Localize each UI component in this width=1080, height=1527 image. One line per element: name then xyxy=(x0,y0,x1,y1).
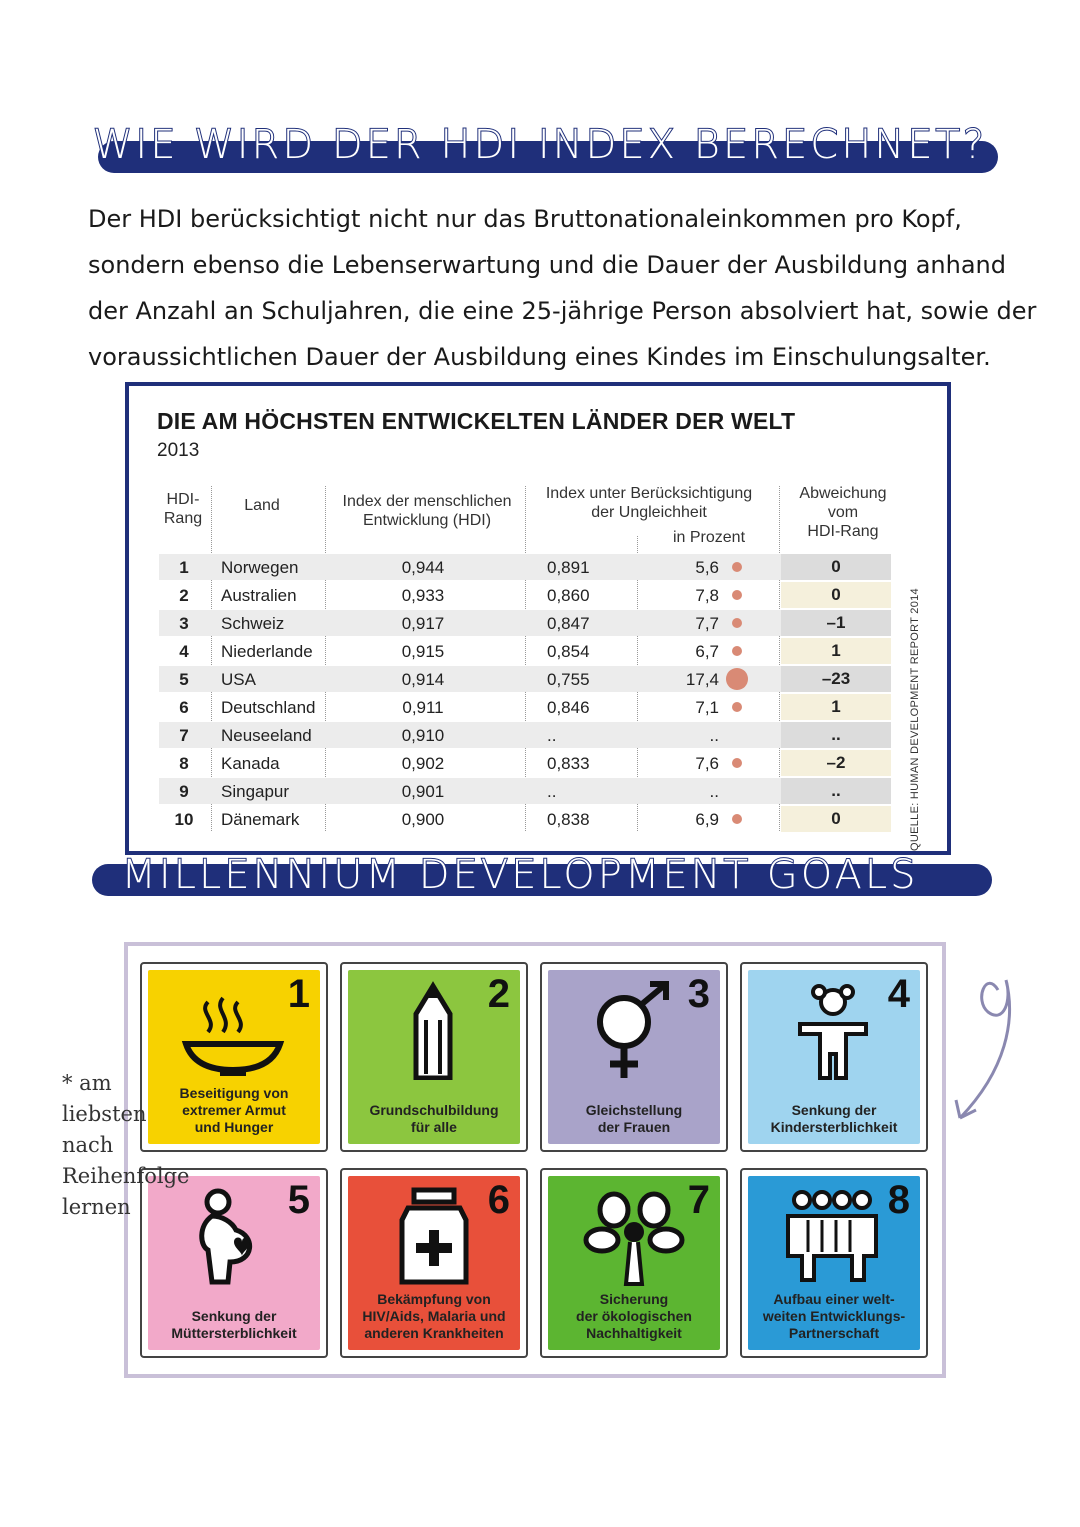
header-percent: in Prozent xyxy=(672,529,746,546)
table-row xyxy=(159,806,891,832)
cell-country: Niederlande xyxy=(221,642,313,661)
goal-number: 6 xyxy=(487,1178,510,1222)
cell-inequality-index: 0,891 xyxy=(547,558,590,577)
cell-inequality-index: 0,833 xyxy=(547,754,590,773)
table-row xyxy=(159,722,891,748)
cell-percent: 7,6 xyxy=(695,754,719,773)
goal-background xyxy=(548,970,720,1144)
goal-label: Beseitigung von extremer Armut und Hunger xyxy=(179,1085,289,1135)
table-row xyxy=(159,778,891,804)
goal-number: 4 xyxy=(887,972,910,1016)
mdg-goal-2 xyxy=(340,962,528,1152)
cell-hdi: 0,911 xyxy=(402,698,444,717)
cell-country: Schweiz xyxy=(221,614,285,633)
cell-percent: 6,7 xyxy=(695,642,719,661)
mdg-grid xyxy=(124,942,946,1378)
cell-percent: 6,9 xyxy=(695,810,719,829)
cell-percent: 5,6 xyxy=(695,558,719,577)
cell-deviation: 1 xyxy=(781,638,891,664)
hand-drawn-arrow-icon xyxy=(946,960,1026,1130)
cell-hdi: 0,917 xyxy=(401,614,445,633)
cell-inequality-index: 0,838 xyxy=(547,810,590,829)
cell-percent: .. xyxy=(709,726,719,745)
header-deviation: Abweichung vom HDI-Rang xyxy=(799,485,887,540)
header-country: Land xyxy=(244,497,280,514)
goal-number: 8 xyxy=(887,1178,910,1222)
cell-rank: 2 xyxy=(179,586,189,605)
mdg-goal-4 xyxy=(740,962,928,1152)
goal-background xyxy=(748,970,920,1144)
note-line: lernen xyxy=(62,1195,131,1219)
cell-inequality-index: 0,846 xyxy=(547,698,590,717)
cell-rank: 4 xyxy=(179,642,189,661)
table-source: QUELLE: HUMAN DEVELOPMENT REPORT 2014 xyxy=(909,588,921,851)
cell-hdi: 0,915 xyxy=(401,642,445,661)
table-row xyxy=(159,666,891,692)
inequality-dot xyxy=(732,646,742,656)
goal-label: Senkung der Müttersterblichkeit xyxy=(171,1308,297,1341)
goal-background xyxy=(348,970,520,1144)
goal-background xyxy=(348,1176,520,1350)
cell-percent: 7,7 xyxy=(695,614,719,633)
cell-hdi: 0,944 xyxy=(401,558,445,577)
cell-rank: 9 xyxy=(179,782,189,801)
inequality-dot xyxy=(732,562,742,572)
goal-label: Gleichstellung der Frauen xyxy=(585,1102,683,1135)
goal-label: Bekämpfung von HIV/Aids, Malaria und anderen Krankheiten xyxy=(362,1291,506,1341)
note-line: liebsten xyxy=(62,1102,147,1126)
child-teddy-icon xyxy=(778,980,888,1080)
table-title: DIE AM HÖCHSTEN ENTWICKELTEN LÄNDER DER WELT xyxy=(157,408,796,434)
cell-country: Dänemark xyxy=(221,810,300,829)
goal-number: 3 xyxy=(687,972,710,1016)
table-row xyxy=(159,554,891,580)
goal-number: 2 xyxy=(487,972,510,1016)
inequality-dot xyxy=(732,758,742,768)
inequality-dot xyxy=(732,590,742,600)
goal-label: Senkung der Kindersterblichkeit xyxy=(770,1102,898,1135)
cell-country: Singapur xyxy=(221,782,290,801)
pregnant-woman-icon xyxy=(178,1186,288,1286)
cell-inequality-index: 0,847 xyxy=(547,614,590,633)
pencil-icon xyxy=(378,980,488,1080)
header-inequality: Index unter Berücksichtigung der Ungleichheit xyxy=(545,485,753,521)
cell-deviation: 0 xyxy=(781,554,891,580)
cell-rank: 10 xyxy=(174,810,194,829)
cell-rank: 7 xyxy=(179,726,189,745)
mdg-goal-3 xyxy=(540,962,728,1152)
cell-rank: 1 xyxy=(179,558,189,577)
table-row xyxy=(159,582,891,608)
cell-country: Neuseeland xyxy=(221,726,312,745)
cell-country: USA xyxy=(221,670,256,689)
cell-hdi: 0,900 xyxy=(401,810,445,829)
cell-country: Kanada xyxy=(221,754,280,773)
mdg-goal-8 xyxy=(740,1168,928,1358)
note-line: * am xyxy=(62,1071,112,1095)
goal-number: 5 xyxy=(287,1178,310,1222)
bowl-icon xyxy=(178,980,288,1080)
cell-deviation: .. xyxy=(781,722,891,748)
cell-hdi: 0,933 xyxy=(401,586,445,605)
cell-country: Australien xyxy=(221,586,297,605)
mdg-goal-6 xyxy=(340,1168,528,1358)
cell-inequality-index: 0,755 xyxy=(547,670,590,689)
header-rank: HDI- Rang xyxy=(163,491,203,527)
hdi-paragraph xyxy=(88,196,1037,380)
gender-icon xyxy=(578,980,688,1080)
cell-percent: 7,1 xyxy=(695,698,719,717)
cell-deviation: 1 xyxy=(781,694,891,720)
cell-percent: 7,8 xyxy=(695,586,719,605)
inequality-dot xyxy=(732,702,742,712)
hdi-table xyxy=(125,382,951,855)
note-line: Reihenfolge xyxy=(62,1164,190,1188)
cell-deviation: –1 xyxy=(781,610,891,636)
medicine-jar-icon xyxy=(378,1186,488,1286)
cell-percent: 17,4 xyxy=(685,670,719,689)
cell-inequality-index: .. xyxy=(547,782,557,801)
table-row xyxy=(159,750,891,776)
table-year: 2013 xyxy=(157,440,200,461)
paragraph-line: der Anzahl an Schuljahren, die eine 25-jährige Person absolviert hat, sowie der xyxy=(88,297,1037,325)
goal-number: 1 xyxy=(287,972,310,1016)
cell-rank: 5 xyxy=(179,670,189,689)
cell-hdi: 0,914 xyxy=(401,670,445,689)
cell-deviation: 0 xyxy=(781,806,891,832)
learning-note xyxy=(62,1068,189,1223)
cell-hdi: 0,902 xyxy=(401,754,445,773)
cell-hdi: 0,901 xyxy=(401,782,445,801)
cell-deviation: 0 xyxy=(781,582,891,608)
goal-label: Sicherung der ökologischen Nachhaltigkeit xyxy=(576,1291,692,1341)
cell-percent: .. xyxy=(709,782,719,801)
goal-label: Aufbau einer welt- weiten Entwicklungs- Partnerschaft xyxy=(762,1291,906,1341)
cell-rank: 8 xyxy=(179,754,189,773)
cell-deviation: –2 xyxy=(781,750,891,776)
inequality-dot xyxy=(732,814,742,824)
cell-hdi: 0,910 xyxy=(401,726,445,745)
cell-inequality-index: 0,860 xyxy=(547,586,590,605)
goal-background xyxy=(748,1176,920,1350)
inequality-dot xyxy=(732,618,742,628)
cell-inequality-index: 0,854 xyxy=(547,642,590,661)
cell-rank: 3 xyxy=(179,614,189,633)
cell-country: Norwegen xyxy=(221,558,299,577)
plant-icon xyxy=(578,1186,688,1286)
goal-background xyxy=(548,1176,720,1350)
table-row xyxy=(159,638,891,664)
cell-country: Deutschland xyxy=(221,698,316,717)
cell-deviation: –23 xyxy=(781,666,891,692)
people-group-icon xyxy=(778,1186,888,1286)
heading-hdi: WIE WIRD DER HDI INDEX BERECHNET? xyxy=(92,122,988,168)
goal-number: 7 xyxy=(687,1178,710,1222)
cell-deviation: .. xyxy=(781,778,891,804)
table-row xyxy=(159,610,891,636)
mdg-goal-7 xyxy=(540,1168,728,1358)
cell-inequality-index: .. xyxy=(547,726,557,745)
paragraph-line: sondern ebenso die Lebenserwartung und die Dauer der Ausbildung anhand xyxy=(88,251,1006,279)
header-hdi: Index der menschlichen Entwicklung (HDI) xyxy=(342,493,512,529)
paragraph-line: Der HDI berücksichtigt nicht nur das Bruttonationaleinkommen pro Kopf, xyxy=(88,205,962,233)
inequality-dot xyxy=(726,668,748,690)
cell-rank: 6 xyxy=(179,698,189,717)
table-row xyxy=(159,694,891,720)
note-line: nach xyxy=(62,1133,114,1157)
heading-mdg: MILLENNIUM DEVELOPMENT GOALS xyxy=(121,852,919,898)
paragraph-line: voraussichtlichen Dauer der Ausbildung eines Kindes im Einschulungsalter. xyxy=(88,343,991,371)
goal-label: Grundschulbildung für alle xyxy=(369,1102,499,1135)
